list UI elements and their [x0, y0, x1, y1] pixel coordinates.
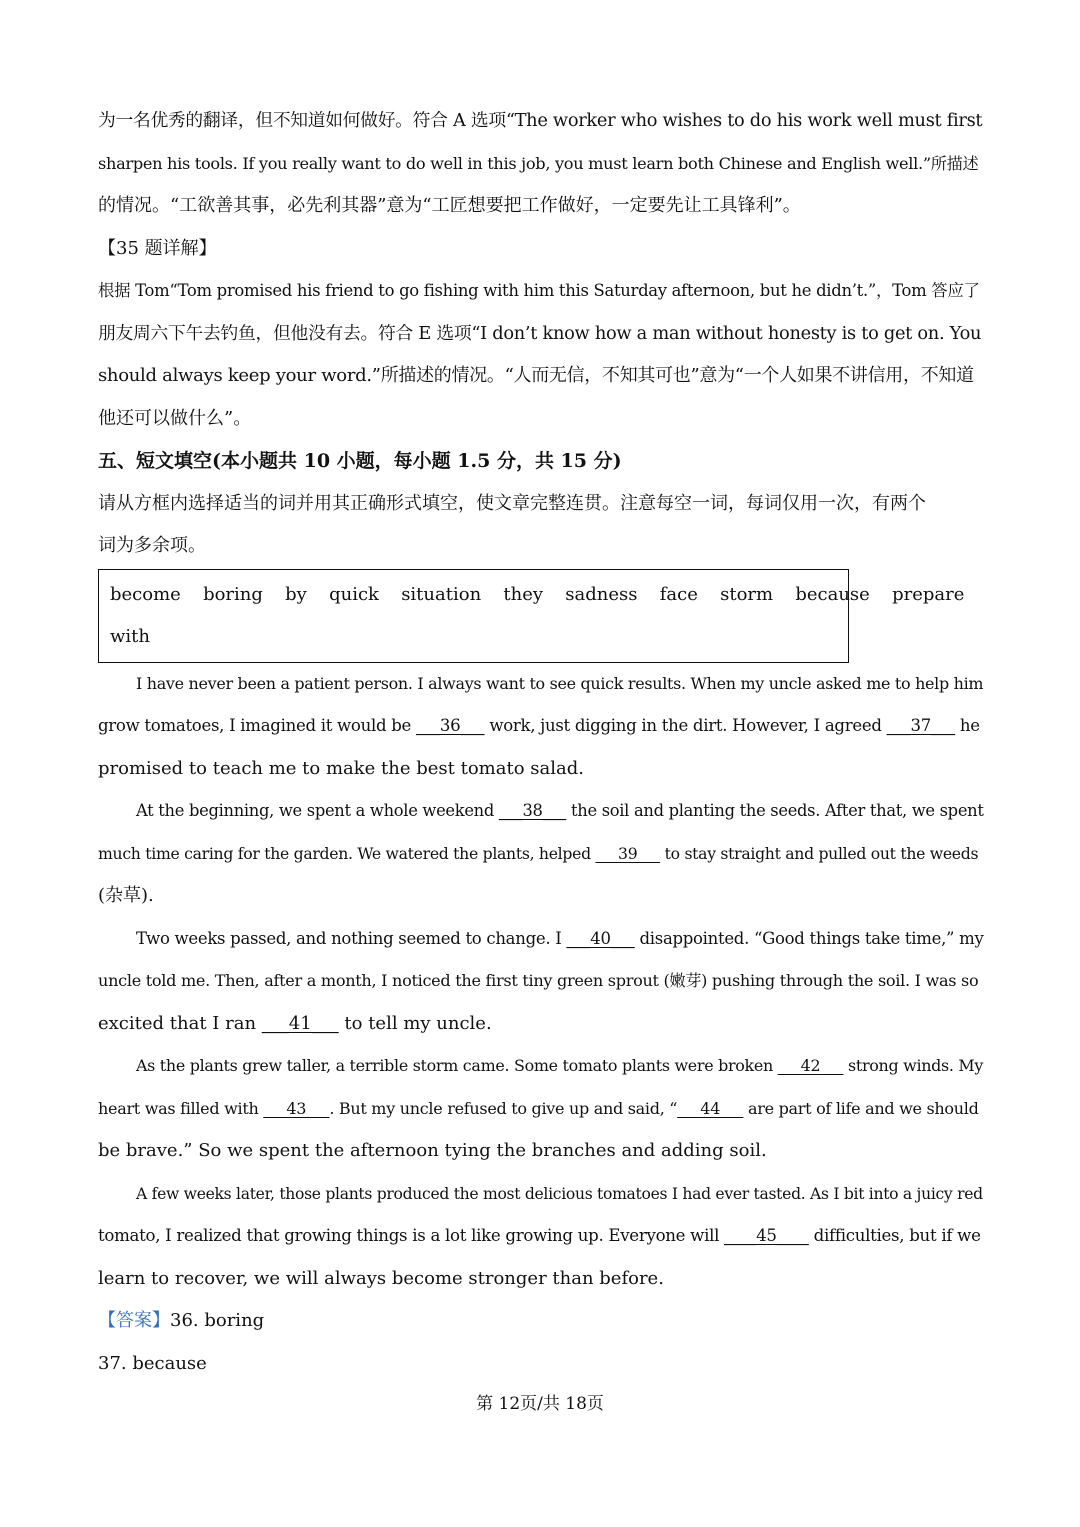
text-span: are part of life and we should — [743, 1098, 979, 1118]
text-span: As the plants grew taller, a terrible storm came. Some tomato plants were broken — [136, 1056, 778, 1075]
text-span: tomato, I realized that growing things is a lot like growing up. Everyone will — [98, 1226, 725, 1245]
passage-line: learn to recover, we will always become stronger than before. — [98, 1267, 664, 1289]
word-bank-item: become — [110, 583, 181, 605]
answer-37: 37. because — [98, 1352, 207, 1374]
text-span: heart was filled with — [98, 1098, 264, 1118]
word-bank-item: with — [110, 625, 150, 647]
word-bank-item: they — [503, 583, 544, 605]
instruction-line: 词为多余项。 — [98, 535, 206, 556]
answer-36: 36. boring — [170, 1310, 265, 1331]
word-bank-item: boring — [203, 583, 263, 605]
text-span: . But my uncle refused to give up and said, “ — [329, 1098, 678, 1118]
text-line: should always keep your word.”所描述的情况。“人而无信，不知其可也”意为“一个人如果不讲信用，不知道 — [98, 365, 974, 386]
q35-analysis — [98, 228, 983, 441]
answer-tag: 【答案】 — [98, 1310, 170, 1331]
passage-line — [98, 1215, 983, 1258]
text-span: to stay straight and pulled out the weeds — [659, 843, 979, 863]
blank-40: ___40___ — [566, 928, 635, 948]
word-bank-item: storm — [720, 583, 774, 605]
text-span: strong winds. My — [843, 1056, 984, 1075]
passage-line: A few weeks later, those plants produced the most delicious tomatoes I had ever tasted. As I bit into a juicy red — [136, 1184, 983, 1203]
blank-41: ___41___ — [261, 1012, 339, 1034]
q35-title: 【35 题详解】 — [98, 237, 217, 259]
word-bank-item: situation — [401, 583, 482, 605]
text-span: the soil and planting the seeds. After that, we spent — [566, 801, 984, 820]
passage-line — [98, 1088, 983, 1131]
word-bank-item: quick — [329, 583, 379, 605]
passage — [98, 663, 983, 1301]
blank-39: ___39___ — [595, 843, 660, 863]
blank-37: ___37___ — [886, 716, 955, 735]
text-span: difficulties, but if we — [808, 1226, 981, 1245]
text-line: 他还可以做什么”。 — [98, 407, 252, 429]
blank-38: ___38___ — [498, 801, 567, 820]
text-span: much time caring for the garden. We watered the plants, helped — [98, 843, 596, 863]
text-line: 根据 Tom“Tom promised his friend to go fishing with him this Saturday afternoon, but he didn’t.”，Tom 答应了 — [98, 281, 980, 300]
intro-analysis — [98, 100, 983, 228]
text-span: Two weeks passed, and nothing seemed to change. I — [136, 928, 567, 948]
text-span: he — [954, 716, 980, 735]
word-bank-item: because — [795, 583, 870, 605]
word-bank-item: prepare — [892, 583, 965, 605]
text-line: 朋友周六下午去钓鱼，但他没有去。符合 E 选项“I don’t know how a man without honesty is to get on. You — [98, 322, 982, 344]
instruction-line: 请从方框内选择适当的词并用其正确形式填空，使文章完整连贯。注意每空一词，每词仅用一次，有两个 — [98, 492, 926, 514]
blank-36: ___36___ — [415, 716, 485, 735]
answer-line — [98, 1300, 983, 1343]
blank-45: ____45____ — [724, 1226, 809, 1245]
blank-42: ___42___ — [777, 1056, 844, 1075]
word-bank-row — [110, 574, 965, 616]
passage-line — [98, 705, 983, 748]
text-line: 的情况。“工欲善其事，必先利其器”意为“工匠想要把工作做好，一定要先让工具锋利”。 — [98, 195, 801, 216]
passage-line: be brave.” So we spent the afternoon tying the branches and adding soil. — [98, 1140, 767, 1161]
text-span: grow tomatoes, I imagined it would be — [98, 716, 416, 735]
passage-line: (杂草). — [98, 885, 154, 906]
text-span: work, just digging in the dirt. However, I agreed — [484, 716, 887, 735]
passage-line — [98, 1045, 983, 1088]
word-bank-box — [98, 569, 965, 663]
passage-line — [98, 918, 983, 961]
passage-line: promised to teach me to make the best tomato salad. — [98, 757, 584, 779]
text-span: At the beginning, we spent a whole weekend — [136, 801, 499, 820]
passage-line: I have never been a patient person. I always want to see quick results. When my uncle asked me to help him — [136, 673, 984, 693]
document-page — [98, 100, 983, 1385]
text-line: sharpen his tools. If you really want to do well in this job, you must learn both Chinese and English well.”所描述 — [98, 153, 979, 173]
page-footer: 第 12页/共 18页 — [476, 1394, 604, 1414]
text-line: 为一名优秀的翻译，但不知道如何做好。符合 A 选项“The worker who wishes to do his work well must first — [98, 110, 983, 131]
word-bank-item: by — [285, 583, 307, 605]
passage-line — [98, 1003, 983, 1046]
word-bank-item: sadness — [565, 583, 638, 605]
passage-line — [98, 790, 983, 833]
blank-44: ___44___ — [677, 1098, 744, 1118]
word-bank-row — [110, 616, 848, 658]
text-span: to tell my uncle. — [338, 1012, 492, 1034]
section-heading: 五、短文填空(本小题共 10 小题，每小题 1.5 分，共 15 分) — [98, 450, 622, 472]
word-bank-item: face — [659, 583, 698, 605]
text-span: excited that I ran — [98, 1012, 262, 1034]
passage-line: uncle told me. Then, after a month, I noticed the first tiny green sprout (嫩芽) pushing through the soil. I was so — [98, 971, 979, 990]
text-span: disappointed. “Good things take time,” my — [634, 928, 984, 948]
blank-43: ___43___ — [263, 1098, 330, 1118]
passage-line — [98, 833, 983, 876]
